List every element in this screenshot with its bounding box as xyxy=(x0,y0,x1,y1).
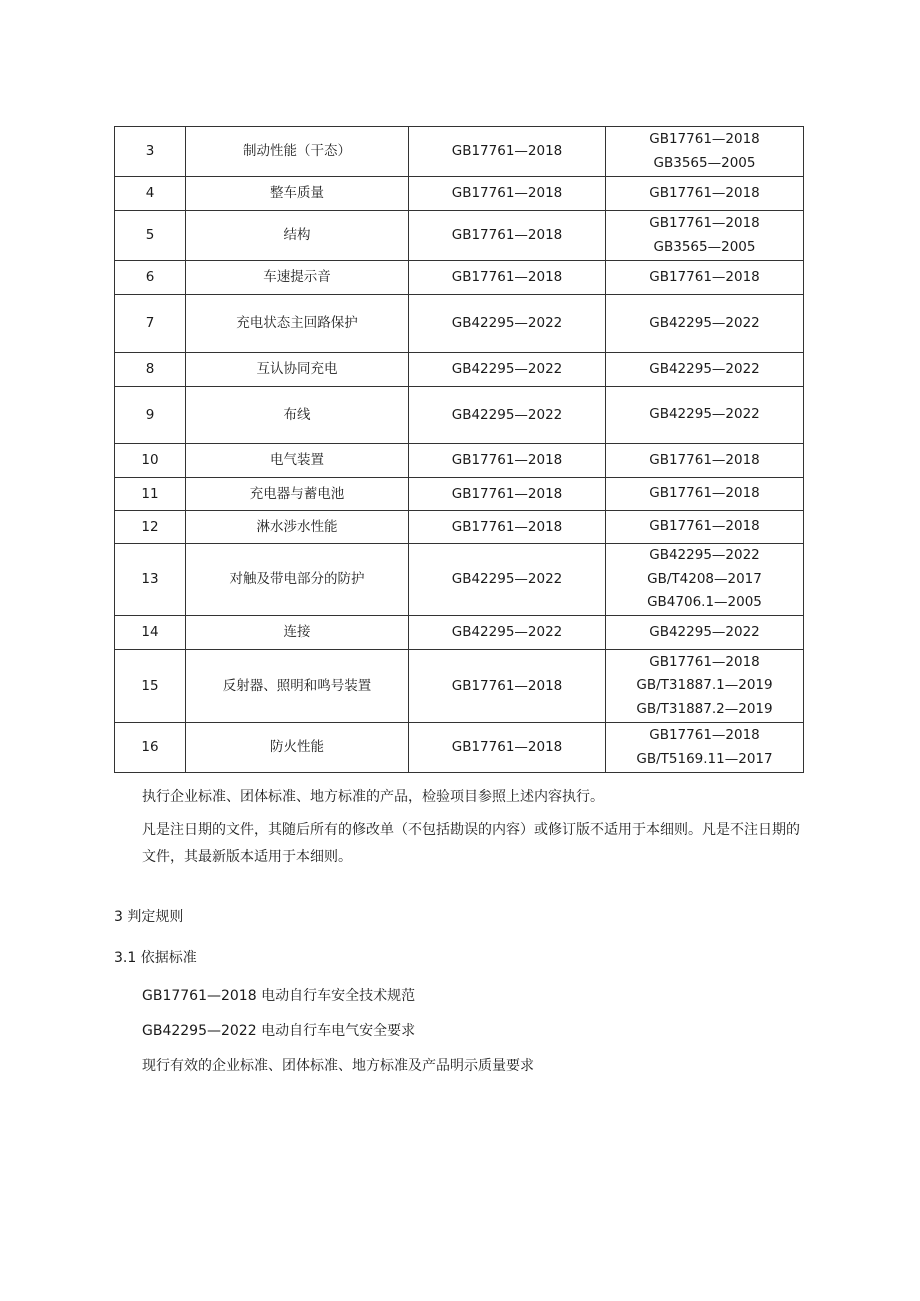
basis-standard: GB17761—2018 xyxy=(409,723,606,773)
method-standard: GB3565—2005 xyxy=(653,154,756,171)
table-row xyxy=(115,127,804,177)
method-standard: GB/T31887.1—2019 xyxy=(636,677,773,694)
note-paragraph-2: 凡是注日期的文件，其随后所有的修改单（不包括勘误的内容）或修订版不适用于本细则。凡是不注日期的文件，其最新版本适用于本细则。 xyxy=(142,822,800,865)
table-row xyxy=(115,177,804,211)
basis-standard: GB17761—2018 xyxy=(409,478,606,511)
method-standards xyxy=(606,650,804,723)
method-standard: GB17761—2018 xyxy=(649,518,760,535)
table-row xyxy=(115,478,804,511)
table-row xyxy=(115,511,804,544)
method-standards xyxy=(606,127,804,177)
row-number: 8 xyxy=(115,353,186,387)
inspection-item: 连接 xyxy=(186,616,409,650)
basis-standard: GB17761—2018 xyxy=(409,511,606,544)
basis-standard: GB42295—2022 xyxy=(409,353,606,387)
method-standards xyxy=(606,261,804,295)
method-standards xyxy=(606,511,804,544)
method-standards xyxy=(606,444,804,478)
row-number: 15 xyxy=(115,650,186,723)
basis-standard: GB17761—2018 xyxy=(409,211,606,261)
method-standard: GB17761—2018 xyxy=(649,653,760,670)
row-number: 12 xyxy=(115,511,186,544)
basis-standard: GB17761—2018 xyxy=(409,444,606,478)
basis-standard: GB42295—2022 xyxy=(409,616,606,650)
method-standards xyxy=(606,177,804,211)
row-number: 9 xyxy=(115,387,186,444)
standard-item: GB17761—2018 电动自行车安全技术规范 xyxy=(142,988,416,1004)
inspection-item: 布线 xyxy=(186,387,409,444)
table-row xyxy=(115,650,804,723)
standard-item: 现行有效的企业标准、团体标准、地方标准及产品明示质量要求 xyxy=(142,1058,534,1074)
basis-standard: GB17761—2018 xyxy=(409,261,606,295)
method-standard: GB42295—2022 xyxy=(649,623,760,640)
inspection-item: 整车质量 xyxy=(186,177,409,211)
row-number: 14 xyxy=(115,616,186,650)
inspection-item: 反射器、照明和鸣号装置 xyxy=(186,650,409,723)
inspection-item: 互认协同充电 xyxy=(186,353,409,387)
table-row xyxy=(115,353,804,387)
table-row xyxy=(115,544,804,616)
method-standard: GB17761—2018 xyxy=(649,727,760,743)
method-standard: GB17761—2018 xyxy=(649,268,760,285)
table-row xyxy=(115,444,804,478)
method-standards xyxy=(606,723,804,773)
method-standard: GB42295—2022 xyxy=(649,406,760,423)
inspection-item: 结构 xyxy=(186,211,409,261)
row-number: 10 xyxy=(115,444,186,478)
table-row xyxy=(115,616,804,650)
inspection-item: 防火性能 xyxy=(186,723,409,773)
inspection-item: 制动性能（干态） xyxy=(186,127,409,177)
row-number: 4 xyxy=(115,177,186,211)
row-number: 5 xyxy=(115,211,186,261)
method-standard: GB42295—2022 xyxy=(649,314,760,331)
method-standard: GB3565—2005 xyxy=(653,238,756,255)
inspection-item: 充电器与蓄电池 xyxy=(186,478,409,511)
basis-standard: GB17761—2018 xyxy=(409,650,606,723)
table-row xyxy=(115,723,804,773)
method-standard: GB17761—2018 xyxy=(649,215,760,231)
row-number: 11 xyxy=(115,478,186,511)
inspection-item: 充电状态主回路保护 xyxy=(186,295,409,353)
row-number: 16 xyxy=(115,723,186,773)
inspection-item: 车速提示音 xyxy=(186,261,409,295)
basis-standard: GB42295—2022 xyxy=(409,544,606,616)
basis-standard: GB17761—2018 xyxy=(409,127,606,177)
method-standards xyxy=(606,295,804,353)
method-standards xyxy=(606,387,804,444)
basis-standard: GB17761—2018 xyxy=(409,177,606,211)
table-row xyxy=(115,295,804,353)
row-number: 13 xyxy=(115,544,186,616)
method-standard: GB17761—2018 xyxy=(649,485,760,502)
method-standards xyxy=(606,478,804,511)
note-paragraph-1: 执行企业标准、团体标准、地方标准的产品，检验项目参照上述内容执行。 xyxy=(142,789,604,805)
method-standard: GB4706.1—2005 xyxy=(647,594,762,611)
method-standard: GB17761—2018 xyxy=(649,184,760,201)
method-standard: GB/T31887.2—2019 xyxy=(636,700,773,717)
basis-standard: GB42295—2022 xyxy=(409,387,606,444)
standard-item: GB42295—2022 电动自行车电气安全要求 xyxy=(142,1023,416,1039)
method-standard: GB42295—2022 xyxy=(649,360,760,377)
subsection-heading: 3.1 依据标准 xyxy=(114,950,197,966)
row-number: 3 xyxy=(115,127,186,177)
method-standard: GB17761—2018 xyxy=(649,451,760,468)
table-row xyxy=(115,261,804,295)
method-standard: GB17761—2018 xyxy=(649,131,760,147)
row-number: 7 xyxy=(115,295,186,353)
basis-standard: GB42295—2022 xyxy=(409,295,606,353)
row-number: 6 xyxy=(115,261,186,295)
method-standards xyxy=(606,616,804,650)
method-standard: GB42295—2022 xyxy=(649,547,760,564)
inspection-item: 对触及带电部分的防护 xyxy=(186,544,409,616)
method-standard: GB/T4208—2017 xyxy=(647,570,762,587)
inspection-items-table xyxy=(114,126,804,773)
method-standards xyxy=(606,211,804,261)
table-row xyxy=(115,387,804,444)
method-standards xyxy=(606,544,804,616)
method-standard: GB/T5169.11—2017 xyxy=(636,750,773,767)
method-standards xyxy=(606,353,804,387)
inspection-item: 淋水涉水性能 xyxy=(186,511,409,544)
section-heading: 3 判定规则 xyxy=(114,909,184,925)
inspection-item: 电气装置 xyxy=(186,444,409,478)
table-row xyxy=(115,211,804,261)
